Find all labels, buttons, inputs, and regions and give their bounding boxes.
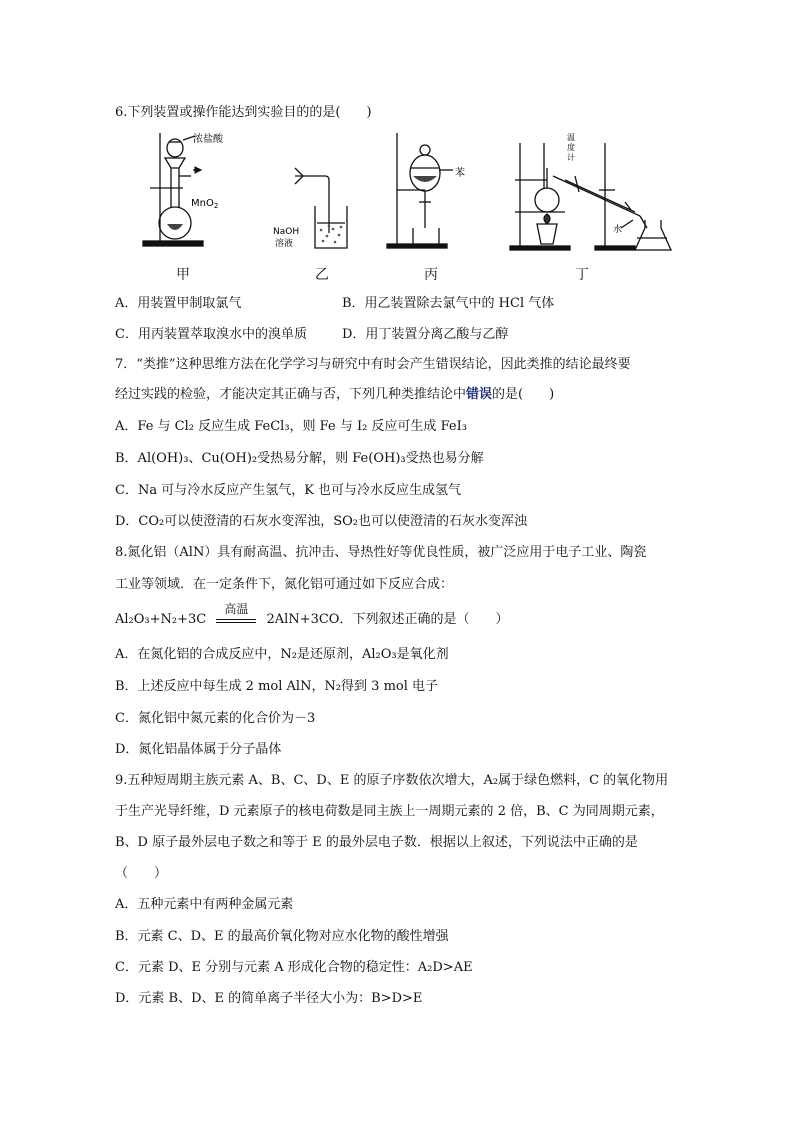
figure-label-bing: 丙 [424,267,438,283]
q9-option-d: D．元素 B、D、E 的简单离子半径大小为：B>D>E [115,991,423,1006]
figure-label-jia: 甲 [176,267,190,283]
q9-option-b: B．元素 C、D、E 的最高价氧化物对应水化物的酸性增强 [115,929,449,944]
q7-option-c: C．Na 可与冷水反应产生氢气，K 也可与冷水反应生成氢气 [115,483,462,498]
q9-option-c: C．元素 D、E 分别与元素 A 形成化合物的稳定性：A₂D>AE [115,960,473,975]
q8-stem-line1: 8.氮化铝（AlN）具有耐高温、抗冲击、导热性好等优良性质，被广泛应用于电子工业、陶瓷 [115,545,647,560]
svg-text:水: 水 [613,225,623,235]
svg-text:NaOH: NaOH [273,227,300,237]
svg-text:温: 温 [567,133,575,142]
emphasis-wrong: 错误 [466,387,493,402]
q6-option-d: D．用丁装置分离乙酸与乙醇 [342,327,509,342]
q9-stem-line3: B、D 原子最外层电子数之和等于 E 的最外层电子数．根据以上叙述，下列说法中正确的是 [115,835,638,850]
q7-stem-line2: 经过实践的检验，才能决定其正确与否，下列几种类推结论中错误的是( ) [115,387,555,402]
svg-text:MnO2: MnO$_2$ [191,198,219,210]
q9-stem-line1: 9.五种短周期主族元素 A、B、C、D、E 的原子序数依次增大，A₂属于绿色燃料，C 的氧化物用 [115,773,669,788]
reaction-condition: 高温 [216,611,256,623]
q8-option-c: C．氮化铝中氮元素的化合价为－3 [115,711,316,726]
q6-stem: 6.下列装置或操作能达到实验目的的是( ) [115,105,372,120]
svg-text:苯: 苯 [455,168,465,179]
q7-option-b: B．Al(OH)₃、Cu(OH)₂受热易分解，则 Fe(OH)₃受热也易分解 [115,451,484,466]
figure-label-ding: 丁 [575,267,589,283]
svg-text:溶液: 溶液 [275,239,294,249]
q7-option-a: A．Fe 与 Cl₂ 反应生成 FeCl₃，则 Fe 与 I₂ 反应可生成 FeI₃ [115,419,467,434]
q8-stem-line2: 工业等领域．在一定条件下，氮化铝可通过如下反应合成： [115,577,454,592]
q8-equation: Al₂O₃+N₂+3C 高温 2AlN+3CO．下列叙述正确的是（ ） [115,602,509,627]
q8-option-b: B．上述反应中每生成 2 mol AlN，N₂得到 3 mol 电子 [115,679,439,694]
q9-option-a: A．五种元素中有两种金属元素 [115,897,294,912]
q9-stem-line4: （ ） [115,866,168,881]
q7-stem-line1: 7．“类推”这种思维方法在化学学习与研究中有时会产生错误结论，因此类推的结论最终要 [115,357,631,372]
reagent-label: 浓盐酸 [193,134,223,145]
svg-text:计: 计 [567,153,575,162]
q7-option-d: D．CO₂可以使澄清的石灰水变浑浊，SO₂也可以使澄清的石灰水变浑浊 [115,514,528,529]
figure-label-yi: 乙 [315,267,329,283]
q8-option-a: A．在氮化铝的合成反应中，N₂是还原剂，Al₂O₃是氧化剂 [115,647,449,662]
q6-option-a: A．用装置甲制取氯气 [115,296,242,311]
svg-text:度: 度 [567,143,575,152]
q8-option-d: D．氮化铝晶体属于分子晶体 [115,742,282,757]
q6-option-c: C．用丙装置萃取溴水中的溴单质 [115,327,307,342]
q9-stem-line2: 于生产光导纤维，D 元素原子的核电荷数是同主族上一周期元素的 2 倍，B、C 为同周期元素， [115,804,664,819]
apparatus-figure [135,128,695,278]
q6-option-b: B．用乙装置除去氯气中的 HCl 气体 [342,296,555,311]
